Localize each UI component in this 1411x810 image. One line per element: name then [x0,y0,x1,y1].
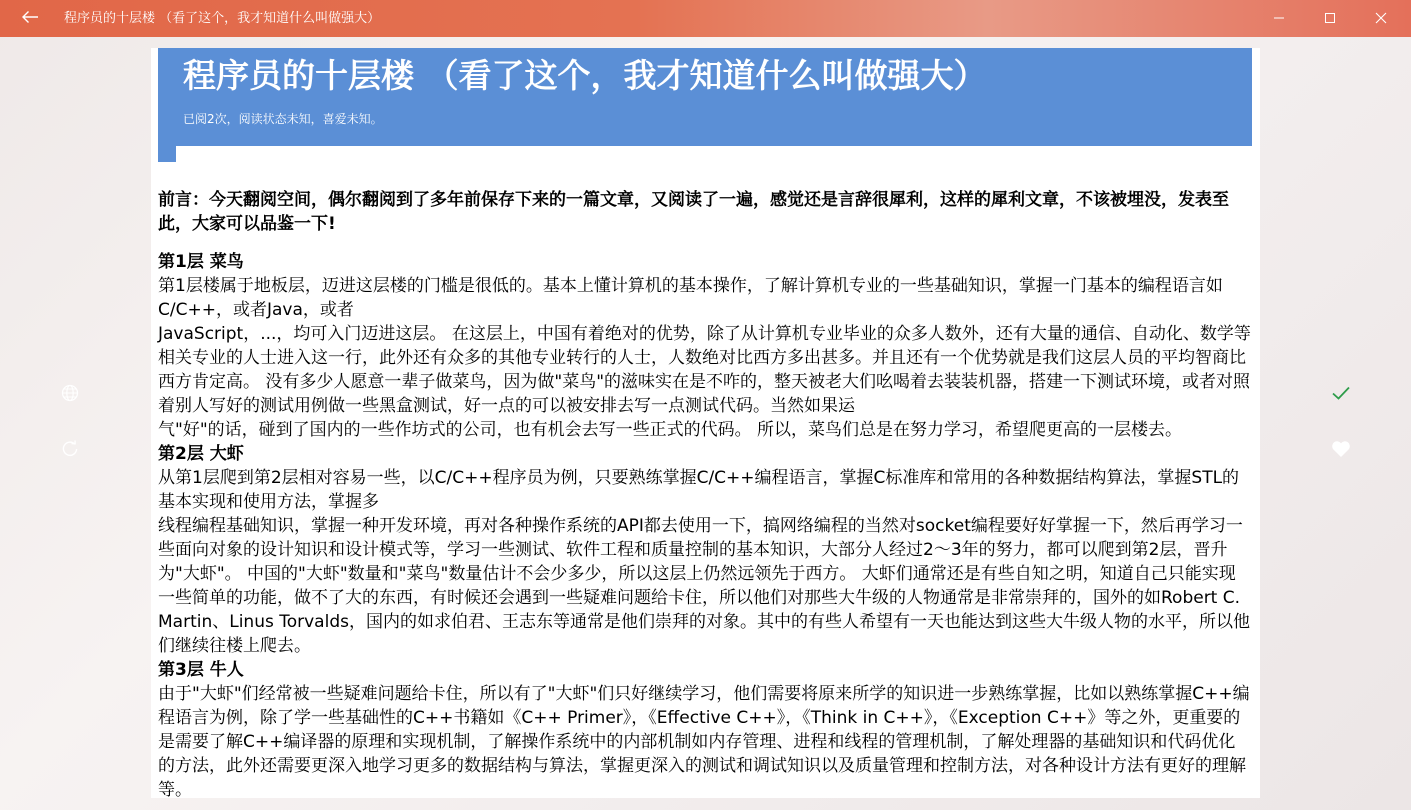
title-bar [0,0,1411,37]
minimize-icon [1273,9,1285,28]
section-paragraph: 第1层楼属于地板层，迈进这层楼的门槛是很低的。基本上懂计算机的基本操作，了解计算机专业的一些基础知识，掌握一门基本的编程语言如C/C++，或者Java，或者 [158,276,1223,320]
section-paragraph: 线程编程基础知识，掌握一种开发环境，再对各种操作系统的API都去使用一下，搞网络编程的当然对socket编程要好好掌握一下，然后再学习一些面向对象的设计知识和设计模式等，学习一些测试、软件工程和质量控制的基本知识，大部分人经过2～3年的努力，都可以爬到第2层，晋升为"大虾"。 中国的"大虾"数量和"菜鸟"数量估计不会少多少，所以这层上仍然远领先于西方。 大虾们通常还是有些自知之明，知道自己只能实现一些简单的功能，做不了大的东西，有时候还会遇到一些疑难问题给卡住，所以他们对那些大牛级的人物通常是非常崇拜的，国外的如Robert C. Martin、Linus Torvalds，国内的如求伯君、王志东等通常是他们崇拜的对象。其中的有些人希望有一天也能达到这些大牛级人物的水平，所以他们继续往楼上爬去。 [158,516,1250,656]
header-accent [158,146,176,162]
article-meta: 已阅2次，阅读状态未知，喜爱未知。 [183,112,383,126]
arrow-left-icon [21,9,39,28]
favorite-button[interactable] [1327,437,1355,465]
section-paragraph: 气"好"的话，碰到了国内的一些作坊式的公司，也有机会去写一些正式的代码。 所以，菜鸟们总是在努力学习，希望爬更高的一层楼去。 [158,420,1183,440]
article-content [158,188,1252,798]
heart-icon [1331,440,1351,462]
section-paragraph: 从第1层爬到第2层相对容易一些，以C/C++程序员为例，只要熟练掌握C/C++编程语言，掌握C标准库和常用的各种数据结构算法，掌握STL的基本实现和使用方法，掌握多 [158,468,1240,512]
section-paragraph: JavaScript，...，均可入门迈进这层。 在这层上，中国有着绝对的优势，除了从计算机专业毕业的众多人数外，还有大量的通信、自动化、数学等相关专业的人士进入这一行，此外还有众多的其他专业转行的人士，人数绝对比西方多出甚多。并且还有一个优势就是我们这层人员的平均智商比西方肯定高。 没有多少人愿意一辈子做菜鸟，因为做"菜鸟"的滋味实在是不咋的，整天被老大们吆喝着去装装机器，搭建一下测试环境，或者对照着别人写好的测试用例做一些黑盒测试，好一点的可以被安排去写一点测试代码。当然如果运 [158,324,1251,416]
section-paragraph: 由于"大虾"们经常被一些疑难问题给卡住，所以有了"大虾"们只好继续学习，他们需要将原来所学的知识进一步熟练掌握，比如以熟练掌握C++编程语言为例，除了学一些基础性的C++书籍如《C++ Primer》，《Effective C++》，《Think in C++》，《Exception C++》等之外，更重要的是需要了解C++编译器的原理和实现机制，了解操作系统中的内部机制如内存管理、进程和线程的管理机制，了解处理器的基础知识和代码优化的方法，此外还需要更深入地学习更多的数据结构与算法，掌握更深入的测试和调试知识以及质量管理和控制方法，对各种设计方法有更好的理解等。 [158,684,1250,798]
article-preface: 前言：今天翻阅空间，偶尔翻阅到了多年前保存下来的一篇文章，又阅读了一遍，感觉还是言辞很犀利，这样的犀利文章，不该被埋没，发表至此，大家可以品鉴一下! [158,190,1229,234]
close-icon [1375,9,1387,28]
close-button[interactable] [1358,0,1404,37]
maximize-button[interactable] [1307,0,1353,37]
open-in-browser-button[interactable] [56,381,84,409]
back-button[interactable] [10,3,50,34]
checkmark-icon [1331,385,1351,405]
section-heading: 第2层 大虾 [158,444,244,464]
section-heading: 第3层 牛人 [158,660,244,680]
article-card [151,48,1260,798]
section-heading: 第1层 菜鸟 [158,252,244,272]
globe-icon [61,384,79,406]
minimize-button[interactable] [1256,0,1302,37]
mark-read-button[interactable] [1327,381,1355,409]
article-title: 程序员的十层楼 （看了这个，我才知道什么叫做强大） [183,56,987,95]
maximize-icon [1324,9,1336,28]
window-title: 程序员的十层楼 （看了这个，我才知道什么叫做强大） [64,11,381,26]
refresh-button[interactable] [56,437,84,465]
refresh-icon [61,440,79,462]
article-header [158,48,1252,146]
